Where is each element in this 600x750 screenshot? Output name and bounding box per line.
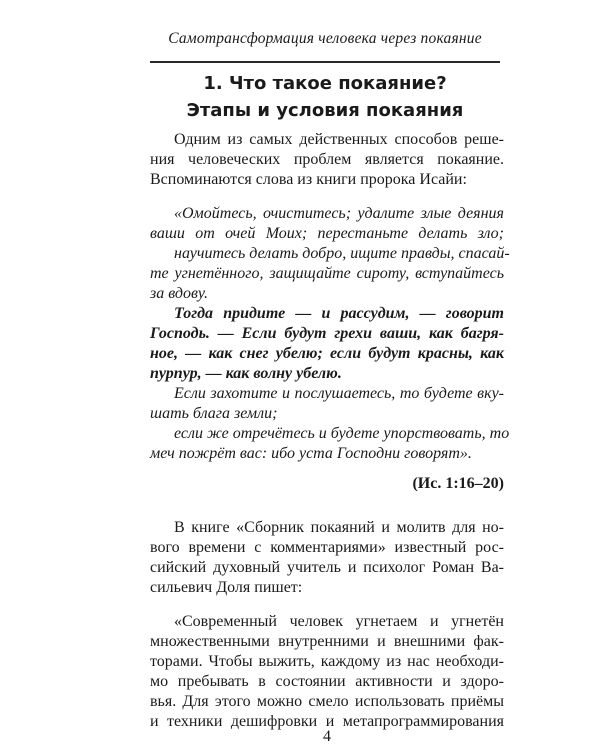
paragraph-3-line: множественными внутренними и внешними фак-	[150, 633, 504, 650]
quote-line: шать блага земли;	[150, 405, 278, 422]
quote-bold-line: пурпур, — как волну убелю.	[150, 365, 342, 382]
paragraph-3-line: вья. Для этого можно смело использовать приёмы	[150, 693, 504, 710]
quote-bold-line: ное, — как снег убелю; если будут красны, как	[150, 345, 504, 362]
citation: (Ис. 1:16–20)	[412, 475, 504, 492]
quote-line: меч пожрёт вас: ибо уста Господни говорят».	[150, 445, 472, 462]
paragraph-1-line: ния человеческих проблем является покаяние.	[150, 151, 504, 168]
paragraph-3-line: и техники дешифровки и метапрограммирования	[150, 713, 504, 730]
quote-line: те угнетённого, защищайте сироту, вступайтесь	[150, 265, 504, 282]
header-rule	[150, 61, 500, 63]
paragraph-2-line: сильевич Доля пишет:	[150, 579, 303, 596]
page-number: 4	[323, 728, 331, 745]
quote-line: ваши от очей Моих; перестаньте делать зло;	[150, 225, 504, 242]
paragraph-3-line: «Современный человек угнетаем и угнетён	[174, 613, 504, 630]
paragraph-2-line: сийский духовный учитель и психолог Роман Ва-	[150, 559, 504, 576]
running-header: Самотрансформация человека через покаяние	[168, 30, 482, 47]
quote-line: научитесь делать добро, ищите правды, спасай-	[174, 245, 510, 262]
quote-bold-line: Господь. — Если будут грехи ваши, как багря-	[150, 325, 504, 342]
quote-line: «Омойтесь, очиститесь; удалите злые деяния	[174, 205, 504, 222]
chapter-title	[150, 70, 500, 124]
paragraph-3-line: торами. Чтобы выжить, каждому из нас необходи-	[150, 653, 504, 670]
chapter-title-line-2: Этапы и условия покаяния	[186, 100, 464, 121]
chapter-title-line-1: 1. Что такое покаяние?	[203, 73, 447, 94]
paragraph-3-line: мо пребывать в состоянии активности и здоро-	[150, 673, 504, 690]
paragraph-2-line: вого времени с комментариями» известный рос-	[150, 539, 504, 556]
quote-line: если же отречётесь и будете упорствовать, то	[174, 425, 510, 442]
paragraph-1-line: Одним из самых действенных способов реше-	[174, 131, 504, 148]
paragraph-2-line: В книге «Сборник покаяний и молитв для но-	[174, 519, 504, 536]
quote-line: за вдову.	[150, 285, 209, 302]
quote-bold-line: Тогда придите — и рассудим, — говорит	[174, 305, 504, 322]
quote-line: Если захотите и послушаетесь, то будете вку-	[174, 385, 504, 402]
paragraph-1-line: Вспоминаются слова из книги пророка Исайи:	[150, 171, 467, 188]
